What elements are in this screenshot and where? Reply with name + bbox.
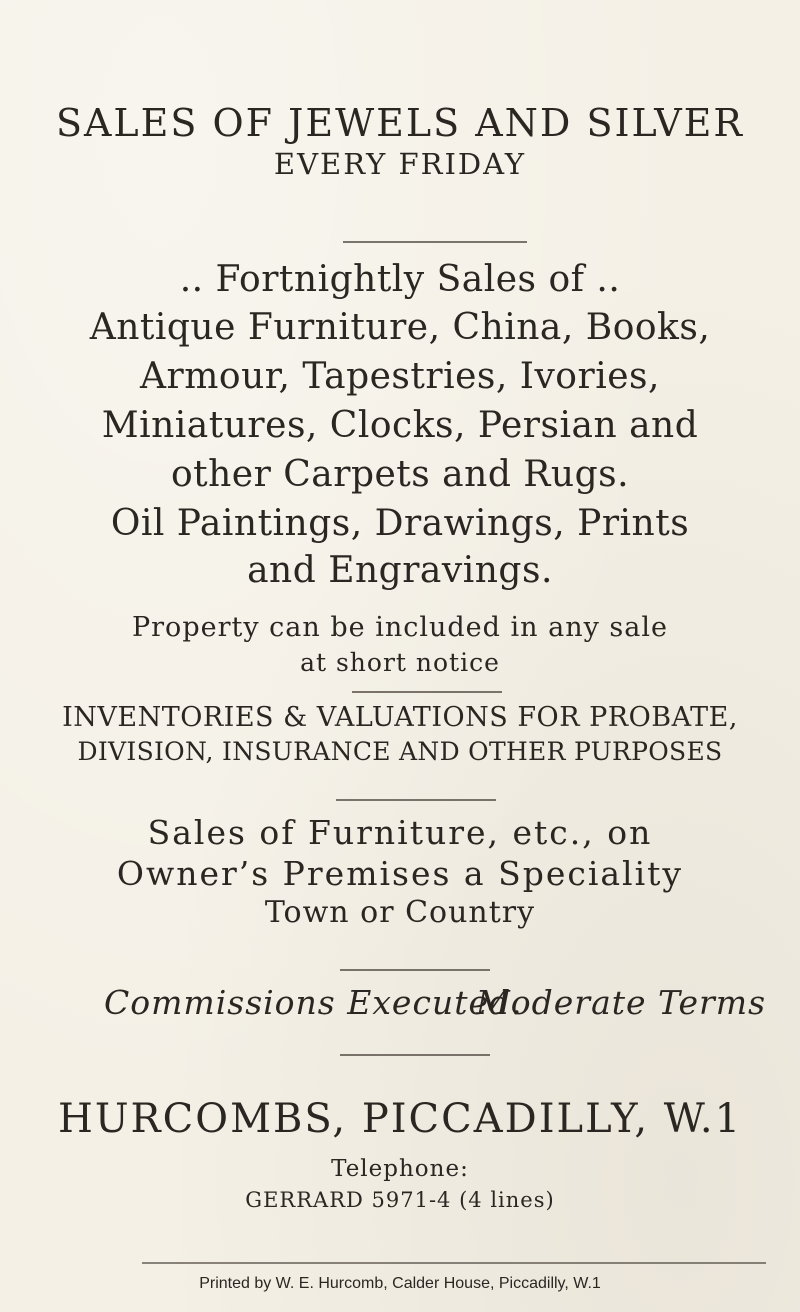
owner-sales-line: Town or Country xyxy=(264,895,536,930)
firm-name: HURCOMBS, PICCADILLY, W.1 xyxy=(57,1096,743,1142)
printer-credit: Printed by W. E. Hurcomb, Calder House, Piccadilly, W.1 xyxy=(199,1275,601,1292)
inventories-heading: INVENTORIES & VALUATIONS FOR PROBATE, xyxy=(62,702,738,733)
moderate-terms: Moderate Terms xyxy=(476,983,767,1022)
property-notice: Property can be included in any sale xyxy=(131,612,668,643)
telephone-label: Telephone: xyxy=(331,1156,469,1182)
telephone-number: GERRARD 5971-4 (4 lines) xyxy=(245,1188,555,1212)
fortnightly-line: other Carpets and Rugs. xyxy=(170,454,630,495)
header-subtitle: EVERY FRIDAY xyxy=(273,147,527,181)
divider-rule xyxy=(340,1054,490,1056)
divider-rule xyxy=(340,969,490,971)
property-notice-sub: at short notice xyxy=(300,648,500,677)
commissions-executed: Commissions Executed. xyxy=(104,983,523,1022)
footer-rule xyxy=(142,1262,766,1264)
divider-rule xyxy=(336,799,496,801)
owner-sales-line: Owner’s Premises a Speciality xyxy=(116,854,684,893)
header-title: SALES OF JEWELS AND SILVER xyxy=(55,101,745,145)
fortnightly-line: Antique Furniture, China, Books, xyxy=(89,307,711,348)
fortnightly-heading: .. Fortnightly Sales of .. xyxy=(179,259,621,300)
fortnightly-line: and Engravings. xyxy=(247,550,553,591)
fortnightly-line: Armour, Tapestries, Ivories, xyxy=(140,356,660,397)
divider-rule xyxy=(352,691,502,693)
fortnightly-line: Miniatures, Clocks, Persian and xyxy=(101,405,699,446)
owner-sales-line: Sales of Furniture, etc., on xyxy=(147,813,653,852)
inventories-subheading: DIVISION, INSURANCE AND OTHER PURPOSES xyxy=(77,737,723,766)
fortnightly-line: Oil Paintings, Drawings, Prints xyxy=(110,503,690,544)
divider-rule xyxy=(343,241,527,243)
